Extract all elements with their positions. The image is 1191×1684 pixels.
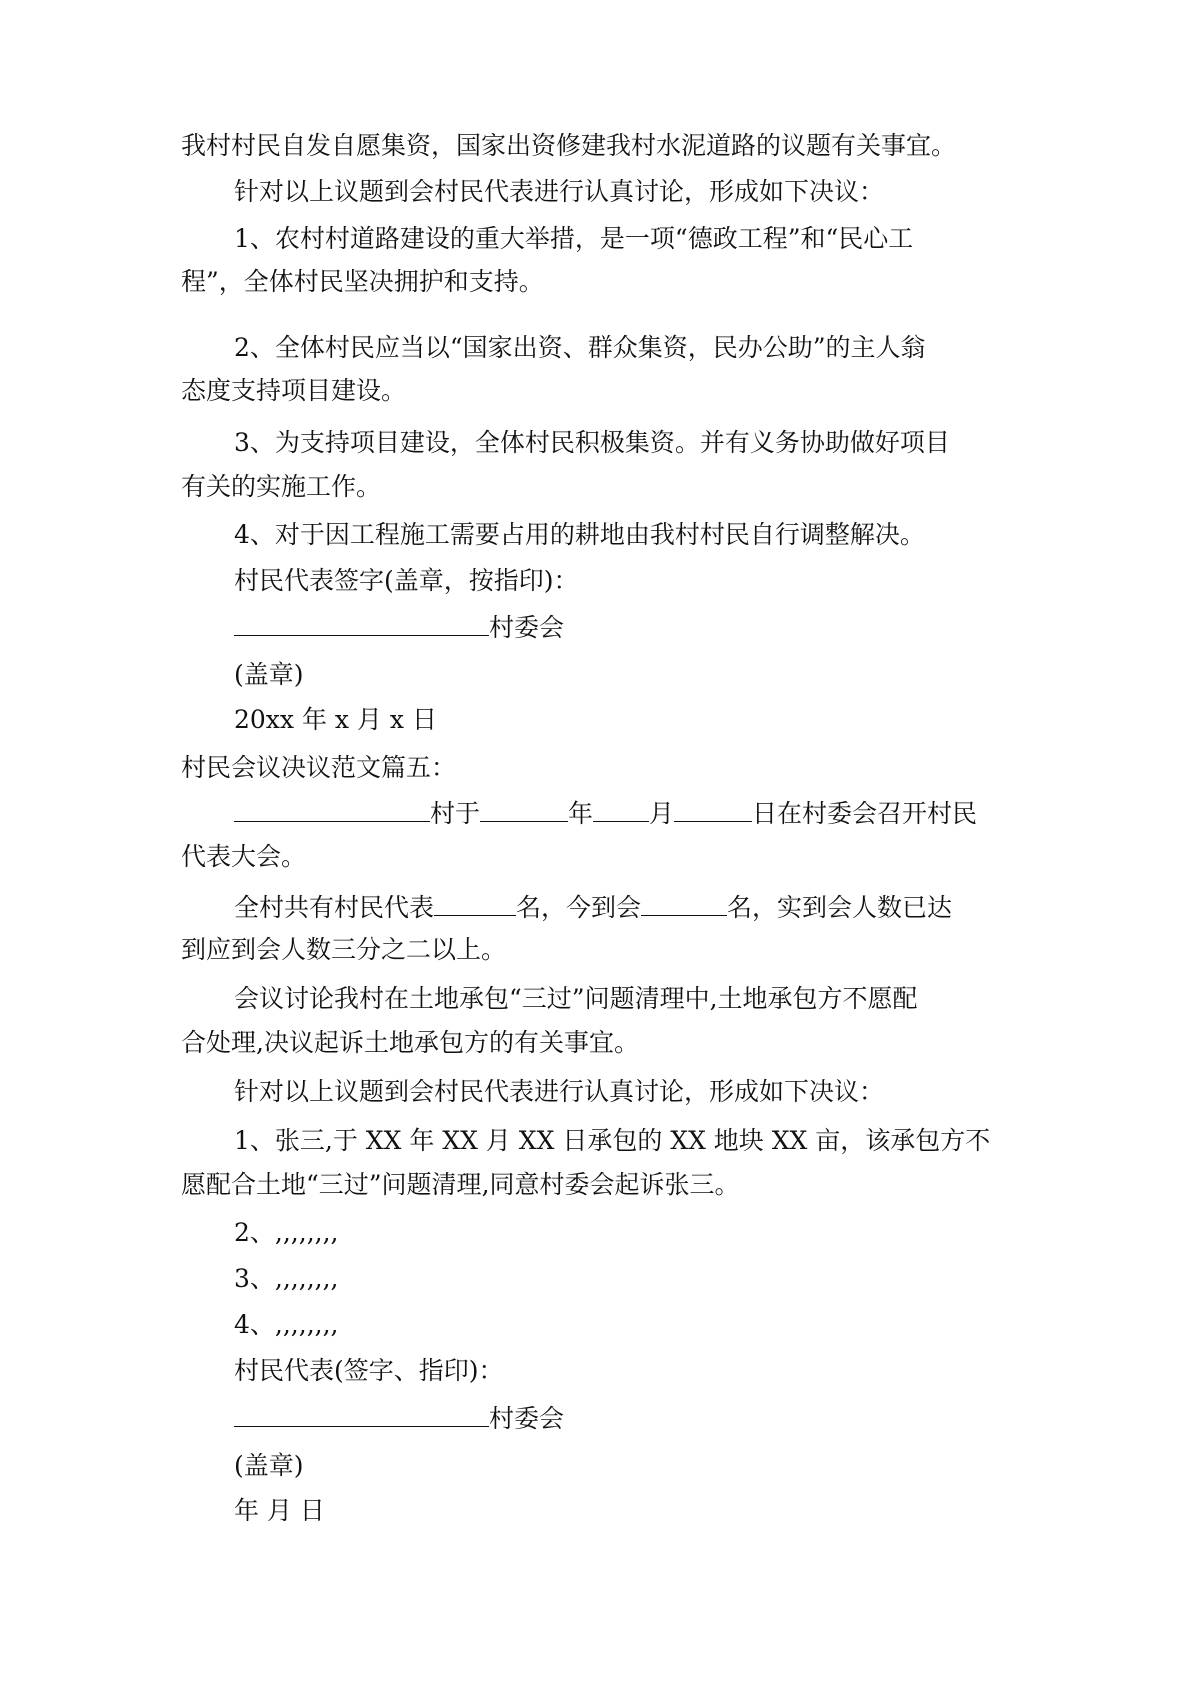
paragraph-line: 我村村民自发自愿集资，国家出资修建我村水泥道路的议题有关事宜。: [181, 131, 957, 160]
paragraph-line: 有关的实施工作。: [181, 472, 382, 501]
paragraph-line: 态度支持项目建设。: [181, 376, 407, 405]
text-fragment: 名，今到会: [516, 893, 642, 922]
paragraph-line: 4、对于因工程施工需要占用的耕地由我村村民自行调整解决。: [234, 520, 925, 549]
list-item: 4、,,,,,,,,: [234, 1310, 339, 1339]
paragraph-line: 针对以上议题到会村民代表进行认真讨论，形成如下决议：: [234, 177, 885, 206]
blank-underline: [234, 609, 489, 636]
blank-underline: [234, 1400, 489, 1427]
committee-label: 村委会: [489, 1404, 565, 1433]
date-line: 年 月 日: [234, 1496, 325, 1525]
paragraph-line: 愿配合土地“三过”问题清理,同意村委会起诉张三。: [181, 1170, 740, 1199]
paragraph-line: 程”，全体村民坚决拥护和支持。: [181, 267, 544, 296]
village-committee-line: [234, 1400, 1074, 1436]
paragraph-line: 合处理,决议起诉土地承包方的有关事宜。: [181, 1028, 639, 1057]
text-fragment: 名，实到会人数已达: [727, 893, 953, 922]
committee-label: 村委会: [489, 613, 565, 642]
section-heading: 村民会议决议范文篇五：: [181, 753, 457, 782]
seal-label: (盖章): [234, 1451, 304, 1480]
paragraph-line: 针对以上议题到会村民代表进行认真讨论，形成如下决议：: [234, 1077, 885, 1106]
paragraph-line: 1、农村村道路建设的重大举措，是一项“德政工程”和“民心工: [234, 224, 914, 253]
meeting-info-line: [234, 795, 1074, 831]
paragraph-line: 1、张三,于 XX 年 XX 月 XX 日承包的 XX 地块 XX 亩，该承包方不: [234, 1126, 991, 1155]
signature-prompt: 村民代表(签字、指印)：: [234, 1356, 504, 1385]
text-fragment: 月: [649, 799, 675, 828]
blank-underline: [234, 795, 430, 822]
blank-underline: [593, 795, 649, 822]
text-fragment: 年: [568, 799, 594, 828]
text-fragment: 日在村委会召开村民: [752, 799, 978, 828]
signature-prompt: 村民代表签字(盖章，按指印)：: [234, 566, 579, 595]
paragraph-line: 代表大会。: [181, 842, 307, 871]
paragraph-line: 到应到会人数三分之二以上。: [181, 935, 507, 964]
paragraph-line: 3、为支持项目建设，全体村民积极集资。并有义务协助做好项目: [234, 428, 950, 457]
blank-underline: [434, 889, 516, 916]
paragraph-line: 会议讨论我村在土地承包“三过”问题清理中,土地承包方不愿配: [234, 984, 918, 1013]
blank-underline: [480, 795, 568, 822]
seal-label: (盖章): [234, 660, 304, 689]
text-fragment: 全村共有村民代表: [234, 893, 435, 922]
text-fragment: 村于: [430, 799, 481, 828]
village-committee-line: [234, 609, 1074, 645]
date-line: 20xx 年 x 月 x 日: [234, 705, 437, 734]
list-item: 2、,,,,,,,,: [234, 1218, 339, 1247]
paragraph-line: 2、全体村民应当以“国家出资、群众集资，民办公助”的主人翁: [234, 333, 926, 362]
blank-underline: [674, 795, 752, 822]
list-item: 3、,,,,,,,,: [234, 1264, 339, 1293]
attendance-line: [234, 889, 1074, 925]
blank-underline: [641, 889, 727, 916]
